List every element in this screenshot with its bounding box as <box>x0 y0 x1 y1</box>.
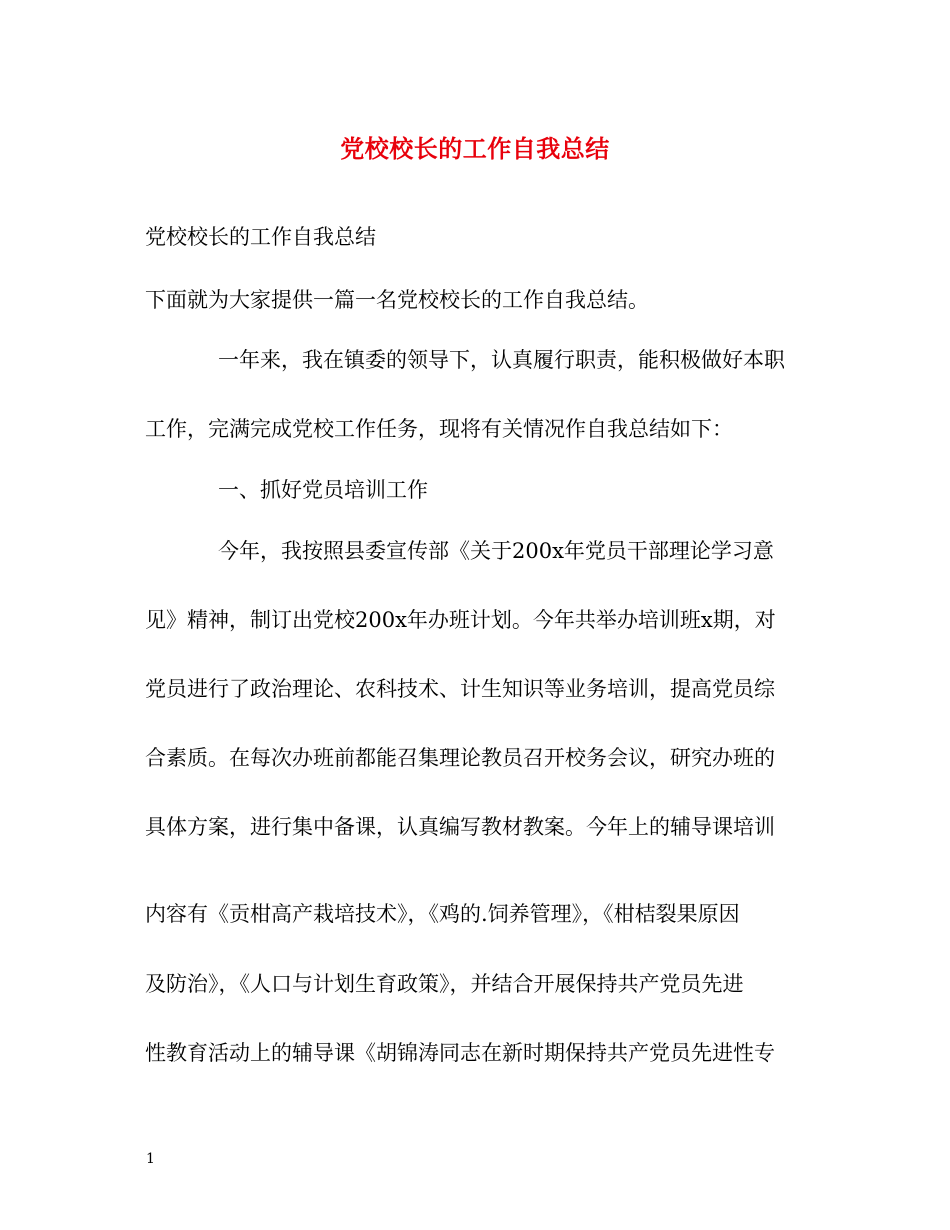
text-line: 党员进行了政治理论、农科技术、计生知识等业务培训，提高党员综 <box>145 677 775 701</box>
text-line: 一、抓好党员培训工作 <box>218 478 428 502</box>
text-line: 内容有《贡柑高产栽培技术》，《鸡的.饲养管理》，《柑桔裂果原因 <box>145 902 740 926</box>
text-line: 及防治》，《人口与计划生育政策》，并结合开展保持共产党员先进 <box>145 972 744 996</box>
text-line: 下面就为大家提供一篇一名党校校长的工作自我总结。 <box>145 288 649 312</box>
text-line: 党校校长的工作自我总结 <box>145 225 376 249</box>
text-line: 今年，我按照县委宣传部《关于200x年党员干部理论学习意 <box>218 539 774 563</box>
document-title: 党校校长的工作自我总结 <box>340 134 610 163</box>
text-line: 工作，完满完成党校工作任务，现将有关情况作自我总结如下： <box>145 417 733 441</box>
text-line: 具体方案，进行集中备课，认真编写教材教案。今年上的辅导课培训 <box>145 815 775 839</box>
page-number: 1 <box>146 1151 155 1167</box>
text-line: 一年来，我在镇委的领导下，认真履行职责，能积极做好本职 <box>218 348 785 372</box>
text-line: 合素质。在每次办班前都能召集理论教员召开校务会议，研究办班的 <box>145 746 775 770</box>
text-line: 见》精神，制订出党校200x年办班计划。今年共举办培训班x期，对 <box>145 608 776 632</box>
text-line: 性教育活动上的辅导课《胡锦涛同志在新时期保持共产党员先进性专 <box>145 1041 775 1065</box>
